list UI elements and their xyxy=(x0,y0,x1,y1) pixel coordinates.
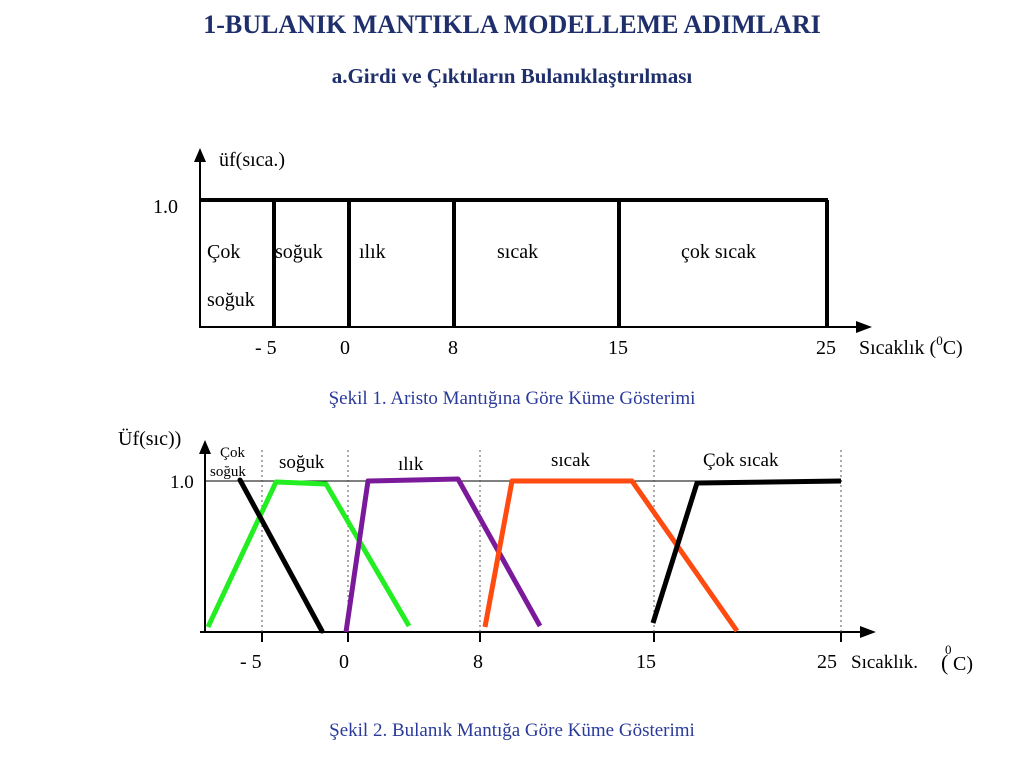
fig1-x-axis-label-text: Sıcaklık ( xyxy=(859,337,937,359)
fig1-x-axis-unit: C) xyxy=(942,337,963,359)
figure2-caption: Şekil 2. Bulanık Mantığa Göre Küme Gösterimi xyxy=(329,720,695,741)
fig2-mf-sicak xyxy=(485,481,737,631)
fig2-y-axis-label: Üf(sıc)) xyxy=(118,428,182,450)
fig1-x-axis-label xyxy=(859,333,963,359)
fig2-set-label-soguk: soğuk xyxy=(279,452,325,473)
fig1-set-label-cok-soguk: soğuk xyxy=(207,289,255,311)
fig2-set-label-cok-soguk: soğuk xyxy=(210,464,246,480)
fig2-x-axis-unit-sup: 0 xyxy=(945,642,952,657)
fig2-x-axis-arrow xyxy=(860,626,876,638)
fig2-mf-ilik xyxy=(346,479,540,632)
fig2-x-axis-paren: ( xyxy=(941,650,949,675)
figure2-fuzzy-sets xyxy=(118,427,973,675)
fig1-x-tick-minus5: - 5 xyxy=(255,337,277,359)
fig1-set-label-soguk: soğuk xyxy=(275,241,323,263)
fig1-set-label-cok-sicak: çok sıcak xyxy=(681,241,756,263)
fig2-x-tick-label-8: 8 xyxy=(473,651,483,673)
fig2-x-tick-label-25: 25 xyxy=(817,651,837,673)
page-title: 1-BULANIK MANTIKLA MODELLEME ADIMLARI xyxy=(203,10,821,39)
fig2-x-axis-unit: C) xyxy=(953,653,973,675)
fig1-x-tick-15: 15 xyxy=(608,337,628,359)
fig1-set-label-ilik: ılık xyxy=(359,241,386,263)
figure1-crisp-sets xyxy=(153,148,963,359)
fig1-set-label-cok: Çok xyxy=(207,241,241,263)
fig1-x-tick-8: 8 xyxy=(448,337,458,359)
fig2-mf-cok-soguk xyxy=(240,480,322,631)
fig2-y-axis-arrow xyxy=(199,440,211,454)
figure1-caption: Şekil 1. Aristo Mantığına Göre Küme Gösterimi xyxy=(328,388,696,409)
fig1-y-axis-label: üf(sıca.) xyxy=(219,149,286,171)
fig2-y-tick-1: 1.0 xyxy=(170,472,194,493)
fig1-set-label-sicak: sıcak xyxy=(497,241,539,263)
fig2-set-label-cok: Çok xyxy=(220,445,246,461)
fig1-y-tick-1: 1.0 xyxy=(153,196,178,218)
fig1-x-tick-0: 0 xyxy=(340,337,350,359)
fig1-y-axis-arrow xyxy=(194,148,206,162)
fig1-x-tick-25: 25 xyxy=(816,337,836,359)
fig2-x-tick-label-15: 15 xyxy=(636,651,656,673)
fig2-set-label-cok-sicak: Çok sıcak xyxy=(703,450,779,471)
fig2-set-label-ilik: ılık xyxy=(398,454,424,475)
fig2-x-axis-label: Sıcaklık. xyxy=(851,652,919,673)
fig2-x-tick-label-minus5: - 5 xyxy=(240,651,262,673)
fig1-x-axis-arrow xyxy=(856,321,872,333)
page-subtitle: a.Girdi ve Çıktıların Bulanıklaştırılması xyxy=(331,64,693,88)
fig1-x-axis-unit-sup: 0 xyxy=(936,333,943,348)
fig2-x-tick-label-0: 0 xyxy=(339,651,349,673)
fig2-set-label-sicak: sıcak xyxy=(551,450,591,471)
